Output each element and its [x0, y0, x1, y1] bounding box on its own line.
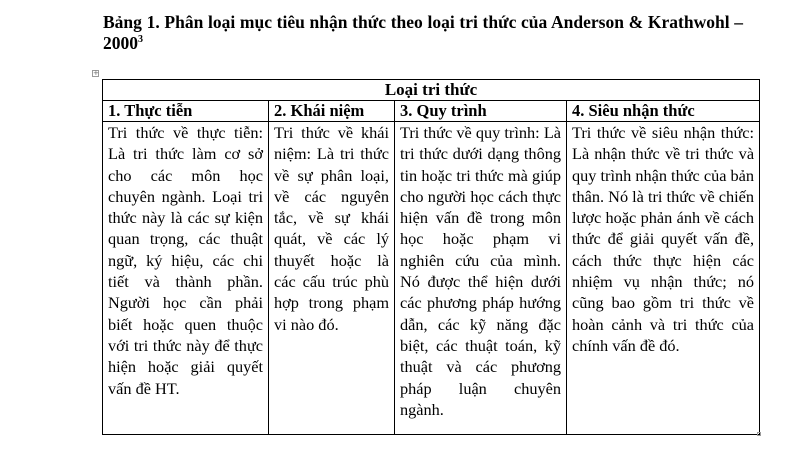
table-row — [103, 122, 760, 435]
column-header-row — [103, 101, 760, 122]
column-header-2: 2. Khái niệm — [269, 101, 395, 122]
cell-metacognitive-knowledge: Tri thức về siêu nhận thức: Là nhận thức về tri thức và quy trình nhận thức của bản thân. Nó là tri thức về chiến lược hoặc phản ánh về cách thức để giải quyết vấn đề, cách thức thực hiện các nhiệm vụ nhận thức; nó cũng bao gồm tri thức về hoàn cảnh và tri thức của chính vấn đề đó. — [567, 122, 760, 435]
table-caption — [103, 12, 743, 54]
column-header-3: 3. Quy trình — [395, 101, 567, 122]
column-header-4: 4. Siêu nhận thức — [567, 101, 760, 122]
footnote-marker: 3 — [138, 34, 143, 45]
group-header-row — [103, 80, 760, 101]
group-header: Loại tri thức — [103, 80, 760, 101]
table-move-handle-icon[interactable]: + — [93, 69, 99, 77]
cell-practical-knowledge: Tri thức về thực tiễn: Là tri thức làm cơ sở cho các môn học chuyên ngành. Loại tri thức này là các sự kiện quan trọng, các thuật ngữ, ký hiệu, các chi tiết và thành phần. Người học cần phải biết hoặc quen thuộc với tri thức này để thực hiện hoặc giải quyết vấn đề HT. — [103, 122, 269, 435]
column-header-1: 1. Thực tiễn — [103, 101, 269, 122]
knowledge-classification-table — [102, 79, 760, 435]
cell-procedural-knowledge: Tri thức về quy trình: Là tri thức dưới dạng thông tin hoặc tri thức mà giúp cho người học cách thực hiện vấn đề trong môn học hoặc phạm vi nghiên cứu của mình. Nó được thể hiện dưới các phương pháp hướng dẫn, các kỹ năng đặc biệt, các thuật toán, kỹ thuật và các phương pháp luận chuyên ngành. — [395, 122, 567, 435]
cell-conceptual-knowledge: Tri thức về khái niệm: Là tri thức về sự phân loại, về các nguyên tắc, về sự khái quát, về các lý thuyết hoặc là các cấu trúc phù hợp trong phạm vi nào đó. — [269, 122, 395, 435]
caption-title: Bảng 1. Phân loại mục tiêu nhận thức theo loại tri thức của Anderson & Krathwohl – 2000 — [103, 12, 743, 53]
table-resize-handle-icon[interactable] — [757, 432, 761, 436]
